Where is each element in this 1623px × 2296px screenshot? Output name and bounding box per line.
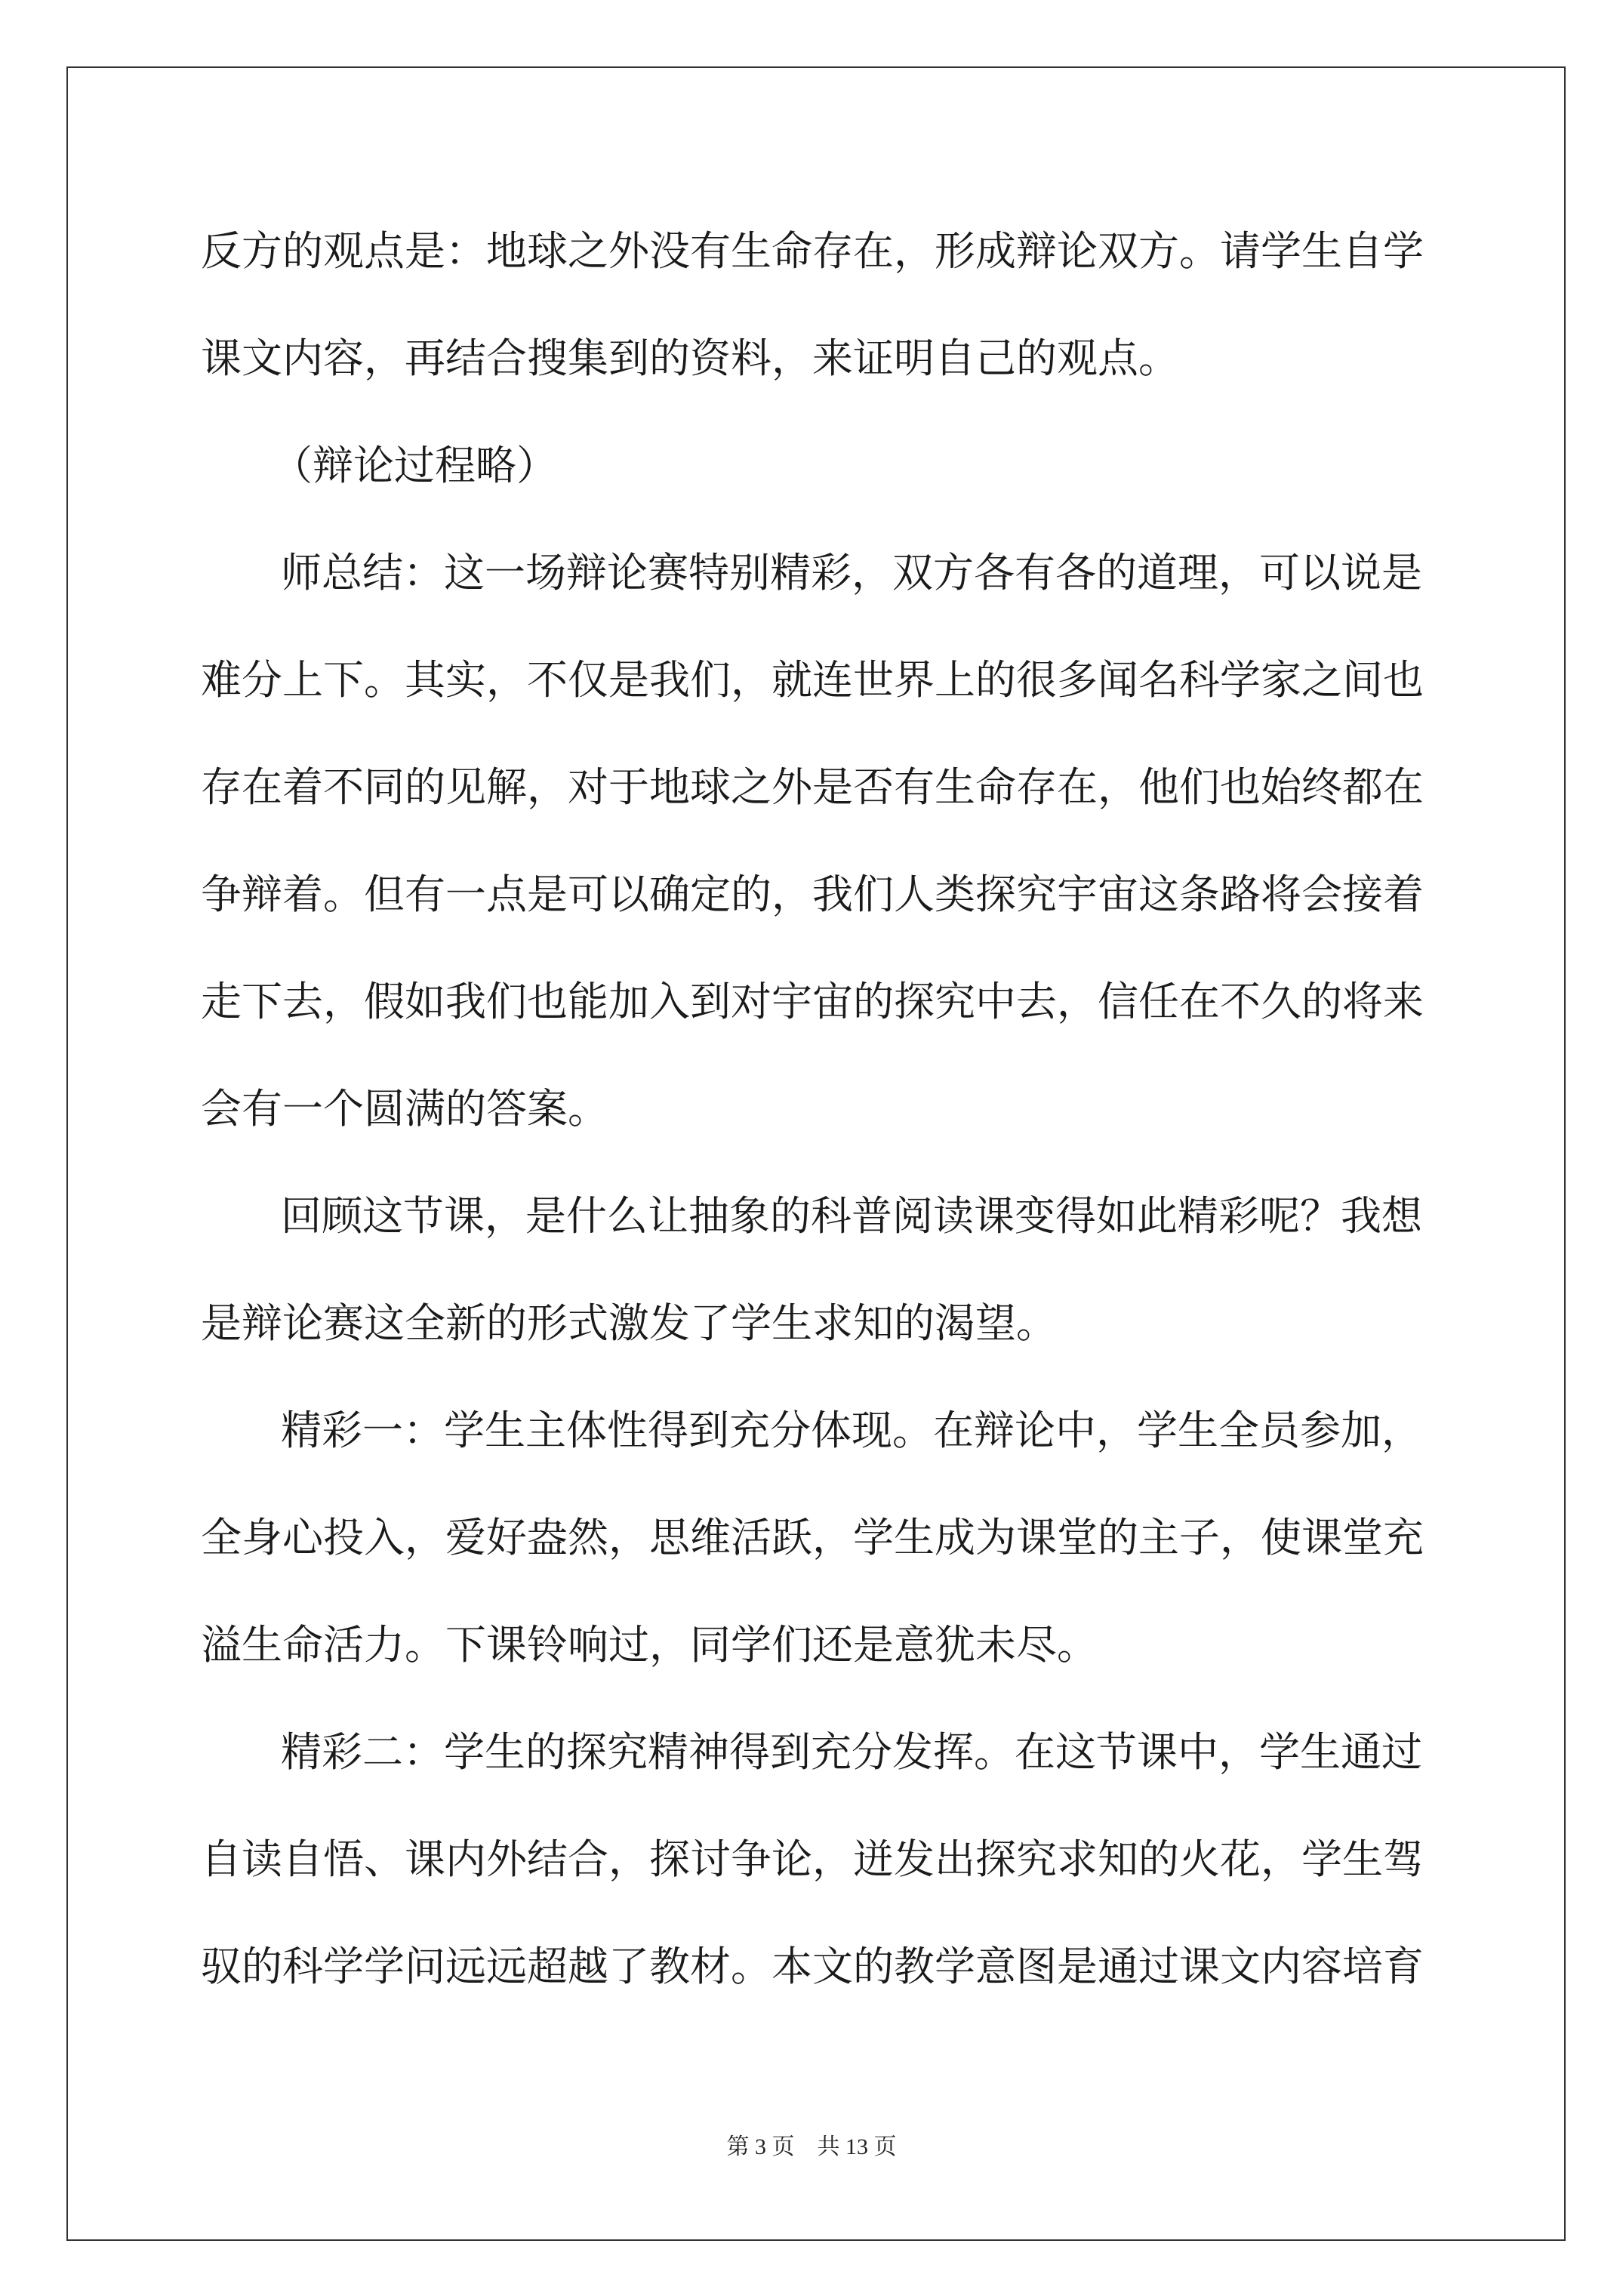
- text-line: 难分上下。其实，不仅是我们，就连世界上的很多闻名科学家之间也: [201, 656, 1424, 704]
- text-line: 课文内容，再结合搜集到的资料，来证明自己的观点。: [201, 334, 1179, 382]
- text-line: 反方的观点是：地球之外没有生命存在，形成辩论双方。请学生自学: [201, 227, 1424, 275]
- text-line: 会有一个圆满的答案。: [201, 1085, 608, 1133]
- text-line: 存在着不同的见解，对于地球之外是否有生命存在，他们也始终都在: [201, 763, 1424, 811]
- text-line: 争辩着。但有一点是可以确定的，我们人类探究宇宙这条路将会接着: [201, 871, 1424, 918]
- text-line: 精彩二：学生的探究精神得到充分发挥。在这节课中，学生通过: [281, 1728, 1422, 1776]
- text-line: 驭的科学学问远远超越了教材。本文的教学意图是通过课文内容培育: [201, 1943, 1424, 1990]
- text-line: 走下去，假如我们也能加入到对宇宙的探究中去，信任在不久的将来: [201, 978, 1424, 1025]
- text-line: 精彩一：学生主体性得到充分体现。在辩论中，学生全员参加，: [281, 1407, 1422, 1454]
- text-line: 全身心投入，爱好盎然，思维活跃，学生成为课堂的主子，使课堂充: [201, 1514, 1424, 1561]
- page-number-footer: 第 3 页 共 13 页: [726, 2134, 897, 2159]
- text-line: 师总结：这一场辩论赛特别精彩，双方各有各的道理，可以说是: [281, 549, 1422, 596]
- page-border: [66, 66, 1566, 2241]
- text-line: 溢生命活力。下课铃响过，同学们还是意犹未尽。: [201, 1621, 1098, 1669]
- text-line: 回顾这节课，是什么让抽象的科普阅读课变得如此精彩呢？我想: [281, 1192, 1422, 1240]
- text-line: 自读自悟、课内外结合，探讨争论，迸发出探究求知的火花，学生驾: [201, 1835, 1424, 1883]
- text-line: （辩论过程略）: [272, 442, 557, 489]
- text-line: 是辩论赛这全新的形式激发了学生求知的渴望。: [201, 1299, 1057, 1347]
